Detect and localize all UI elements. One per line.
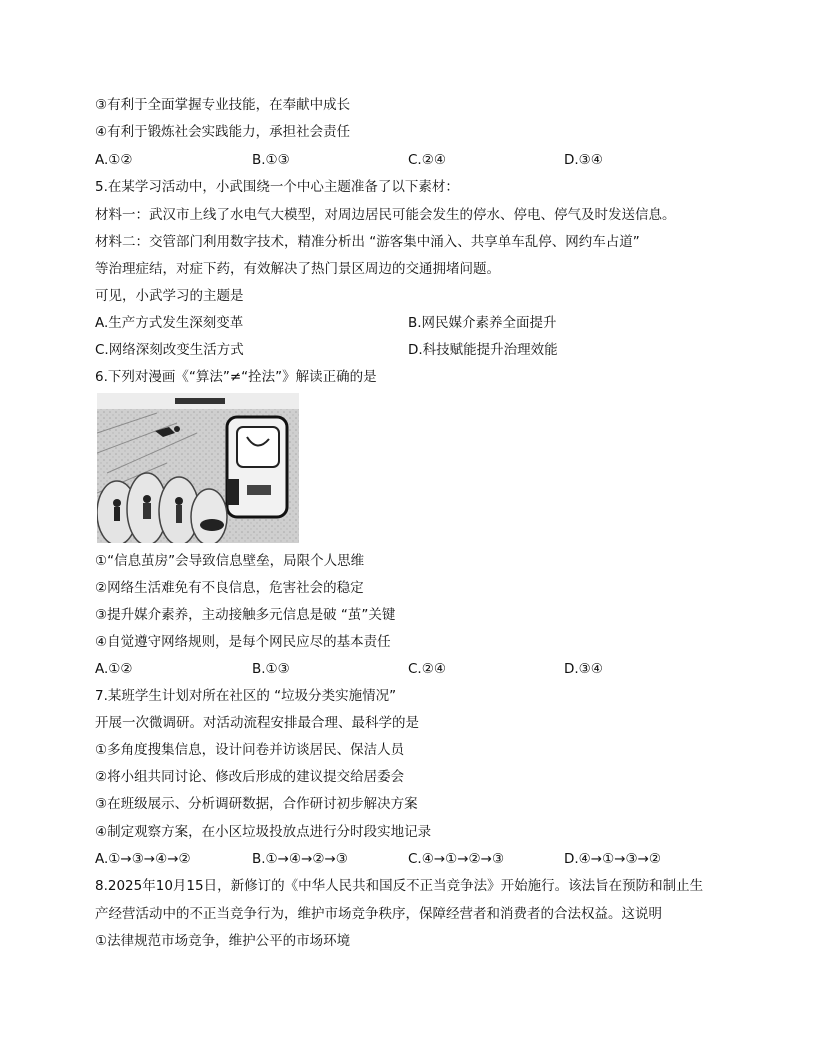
- q5-material-1: 材料一：武汉市上线了水电气大模型，对周边居民可能会发生的停水、停电、停气及时发送信息。: [95, 207, 676, 223]
- q5-question: 可见，小武学习的主题是: [95, 288, 244, 304]
- q7-step-4: ④制定观察方案，在小区垃圾投放点进行分时段实地记录: [95, 824, 432, 840]
- q7-step-2: ②将小组共同讨论、修改后形成的建议提交给居委会: [95, 769, 405, 785]
- q4-statement-3: ③有利于全面掌握专业技能，在奉献中成长: [95, 97, 351, 113]
- q7-step-3: ③在班级展示、分析调研数据，合作研讨初步解决方案: [95, 796, 418, 812]
- q4-option-b: B.①③: [252, 152, 290, 168]
- q7-option-d: D.④→①→③→②: [564, 851, 662, 867]
- q7-stem-line-1: 7.某班学生计划对所在社区的 “垃圾分类实施情况”: [95, 688, 397, 704]
- q6-option-c: C.②④: [408, 661, 446, 677]
- q5-option-a: A.生产方式发生深刻变革: [95, 315, 244, 331]
- q5-option-b: B.网民媒介素养全面提升: [408, 315, 557, 331]
- q6-statement-3: ③提升媒介素养，主动接触多元信息是破 “茧”关键: [95, 607, 396, 623]
- q6-statement-1: ①“信息茧房”会导致信息壁垒，局限个人思维: [95, 553, 365, 569]
- q6-statement-4: ④自觉遵守网络规则，是每个网民应尽的基本责任: [95, 634, 391, 650]
- q6-stem: 6.下列对漫画《“算法”≠“拴法”》解读正确的是: [95, 369, 377, 385]
- cartoon-illustration: [97, 393, 299, 543]
- q8-stem-line-2: 产经营活动中的不正当竞争行为，维护市场竞争秩序，保障经营者和消费者的合法权益。这说明: [95, 906, 662, 922]
- q7-option-c: C.④→①→②→③: [408, 851, 505, 867]
- q5-option-d: D.科技赋能提升治理效能: [408, 342, 558, 358]
- q4-option-c: C.②④: [408, 152, 446, 168]
- q4-option-a: A.①②: [95, 152, 133, 168]
- q5-option-c: C.网络深刻改变生活方式: [95, 342, 244, 358]
- cartoon-image: [97, 393, 299, 543]
- q5-material-2-line-2: 等治理症结，对症下药，有效解决了热门景区周边的交通拥堵问题。: [95, 261, 500, 277]
- q6-option-d: D.③④: [564, 661, 603, 677]
- q8-stem-line-1: 8.2025年10月15日，新修订的《中华人民共和国反不正当竞争法》开始施行。该法旨在预防和制止生: [95, 878, 704, 894]
- q5-stem: 5.在某学习活动中，小武围绕一个中心主题准备了以下素材：: [95, 179, 459, 195]
- q7-stem-line-2: 开展一次微调研。对活动流程安排最合理、最科学的是: [95, 715, 419, 731]
- q4-statement-4: ④有利于锻炼社会实践能力，承担社会责任: [95, 124, 351, 140]
- q5-material-2-line-1: 材料二：交管部门利用数字技术，精准分析出 “游客集中涌入、共享单车乱停、网约车占道”: [95, 234, 640, 250]
- q6-option-b: B.①③: [252, 661, 290, 677]
- q7-option-a: A.①→③→④→②: [95, 851, 191, 867]
- q6-statement-2: ②网络生活难免有不良信息，危害社会的稳定: [95, 580, 364, 596]
- q7-step-1: ①多角度搜集信息，设计问卷并访谈居民、保洁人员: [95, 742, 405, 758]
- q6-option-a: A.①②: [95, 661, 133, 677]
- q7-option-b: B.①→④→②→③: [252, 851, 348, 867]
- q4-option-d: D.③④: [564, 152, 603, 168]
- q8-statement-1: ①法律规范市场竞争，维护公平的市场环境: [95, 933, 351, 949]
